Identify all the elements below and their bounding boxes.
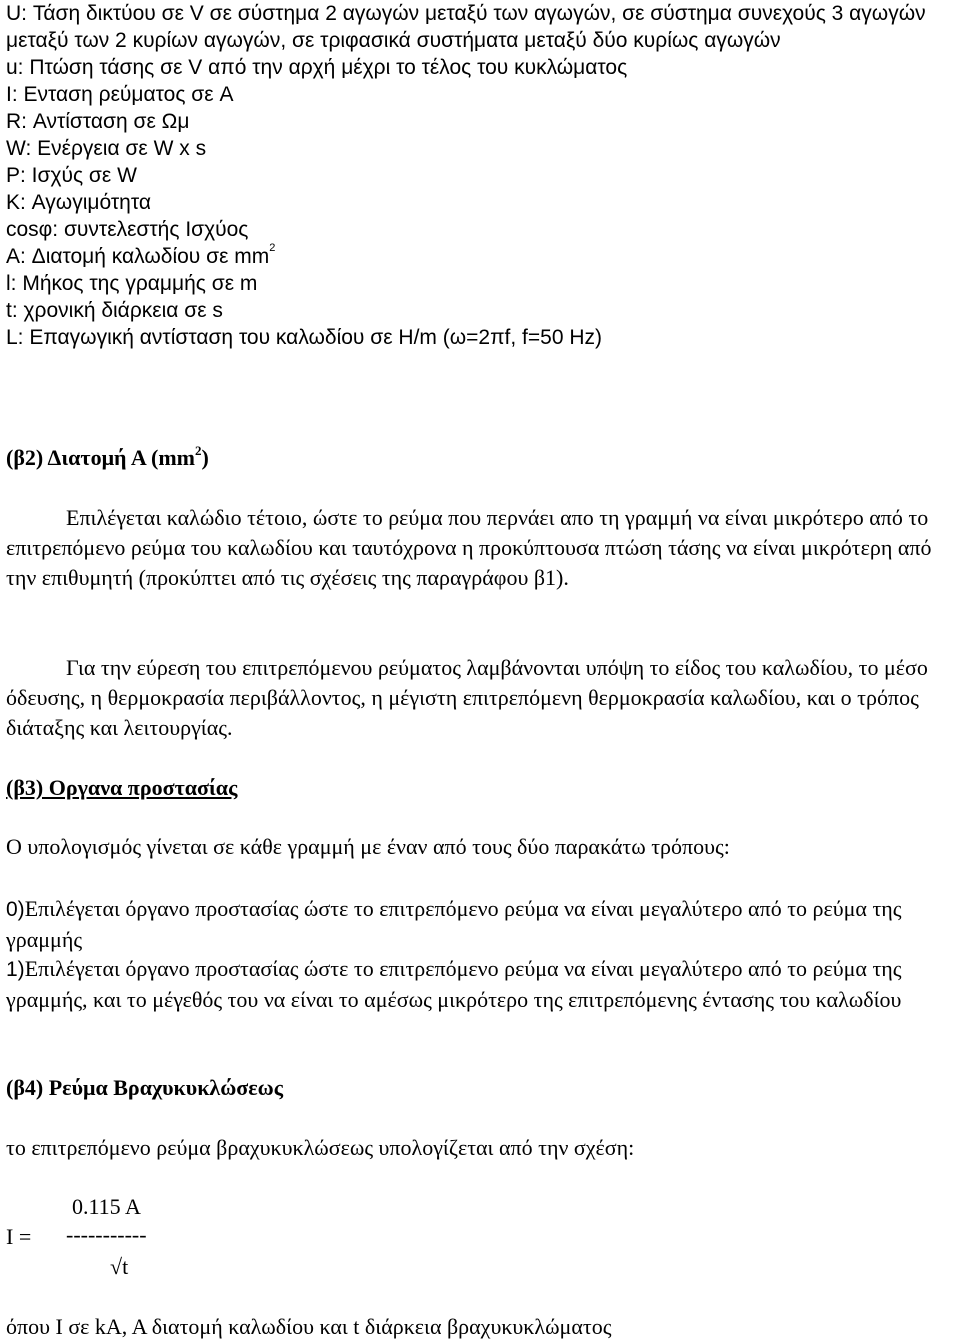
short-circuit-formula — [0, 1190, 400, 1290]
definition-cosphi: cosφ: συντελεστής Ισχύος — [6, 218, 249, 241]
definition-U: U: Τάση δικτύου σε V σε σύστημα 2 αγωγών μεταξύ των αγωγών, σε σύστημα συνεχούς 3 αγωγών μεταξύ των 2 κυρίων αγωγών, σε τριφασικά συστήματα μεταξύ δύο κυρίως αγωγών — [6, 2, 926, 52]
protection-option-1 — [6, 954, 956, 1015]
formula-numerator: 0.115 A — [72, 1194, 141, 1219]
definition-R: R: Αντίσταση σε Ωμ — [6, 110, 190, 133]
protection-option-1-text: Επιλέγεται όργανο προστασίας ώστε το επιτρεπόμενο ρεύμα να είναι μεγαλύτερο από το ρεύμα της γραμμής, και το μέγεθός του να είναι το αμέσως μικρότερο της επιτρεπόμενης έντασης του καλωδίου — [6, 956, 902, 1012]
section-b3-heading: (β3) Οργανα προστασίας — [6, 775, 238, 800]
section-b2-heading-close: ) — [201, 445, 209, 470]
section-b2-heading-exponent: 2 — [194, 443, 202, 458]
protection-option-0-text: Επιλέγεται όργανο προστασίας ώστε το επιτρεπόμενο ρεύμα να είναι μεγαλύτερο από το ρεύμα της γραμμής — [6, 896, 902, 952]
protection-option-0 — [6, 894, 956, 955]
definition-I: I: Ενταση ρεύματος σε A — [6, 83, 234, 106]
definition-A-exponent: 2 — [269, 242, 276, 254]
definition-A — [6, 243, 954, 270]
formula-explanation: όπου I σε kA, A διατομή καλωδίου και t διάρκεια βραχυκυκλώματος — [6, 1314, 612, 1339]
section-b4-intro: το επιτρεπόμενο ρεύμα βραχυκυκλώσεως υπολογίζεται από την σχέση: — [6, 1135, 635, 1160]
definition-u: u: Πτώση τάσης σε V από την αρχή μέχρι το τέλος του κυκλώματος — [6, 56, 628, 79]
definition-W: W: Ενέργεια σε W x s — [6, 137, 207, 160]
definition-l: l: Μήκος της γραμμής σε m — [6, 272, 258, 295]
formula-fraction-bar: ----------- — [66, 1222, 147, 1247]
section-b2-heading-text: (β2) Διατομή Α (mm — [6, 445, 195, 470]
definition-t: t: χρονική διάρκεια σε s — [6, 299, 223, 322]
definition-P: P: Ισχύς σε W — [6, 164, 137, 187]
section-b2-paragraph-1: Επιλέγεται καλώδιο τέτοιο, ώστε το ρεύμα που περνάει απο τη γραμμή να είναι μικρότερο από το επιτρεπόμενο ρεύμα του καλωδίου και ταυτόχρονα η προκύπτουσα πτώση τάσης να είναι μικρότερη από την επιθυμητή (προκύπτει από τις σχέσεις της παραγράφου β1). — [6, 505, 932, 590]
section-b2-heading — [6, 444, 209, 472]
definition-L: L: Επαγωγική αντίσταση του καλωδίου σε Η/m (ω=2πf, f=50 Hz) — [6, 326, 603, 349]
formula-denominator: √t — [110, 1254, 129, 1279]
protection-option-1-number: 1) — [6, 958, 25, 981]
definition-K: K: Αγωγιμότητα — [6, 191, 151, 214]
section-b2-paragraph-2: Για την εύρεση του επιτρεπόμενου ρεύματος λαμβάνονται υπόψη το είδος του καλωδίου, το μέσο όδευσης, η θερμοκρασία περιβάλλοντος, η μέγιστη επιτρεπόμενη θερμοκρασία καλωδίου, και ο τρόπος διάταξης και λειτουργίας. — [6, 655, 928, 740]
protection-option-0-number: 0) — [6, 898, 25, 921]
definition-A-text: A: Διατομή καλωδίου σε mm — [6, 245, 270, 268]
formula-lhs: I = — [6, 1224, 32, 1249]
symbol-definitions — [6, 0, 954, 351]
section-b3-intro: Ο υπολογισμός γίνεται σε κάθε γραμμή με έναν από τους δύο παρακάτω τρόπους: — [6, 834, 730, 859]
section-b4-heading: (β4) Ρεύμα Βραχυκυκλώσεως — [6, 1075, 284, 1100]
